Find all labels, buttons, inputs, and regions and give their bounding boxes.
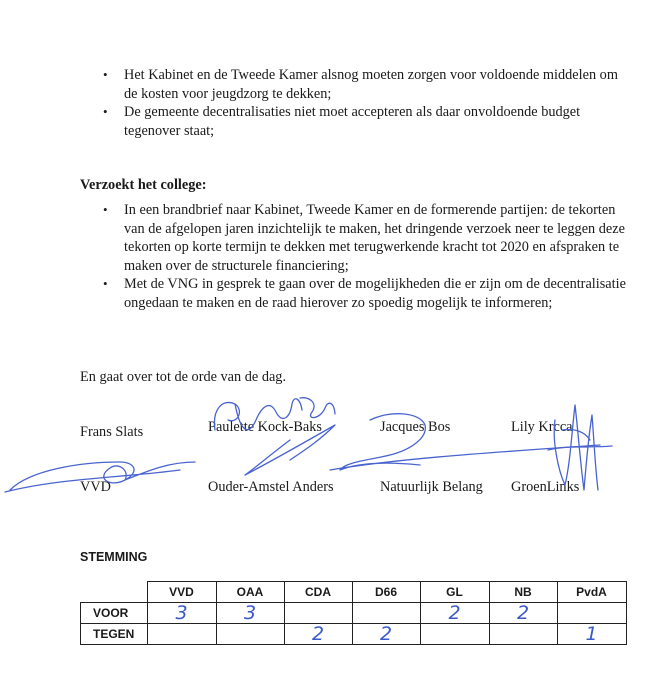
signatory-party: Natuurlijk Belang	[380, 479, 483, 495]
signatory-name: Lily Krcca	[511, 419, 573, 435]
demands-item: • De gemeente decentralisaties niet moet accepteren als daar onvoldoende budget tegenover staat;	[103, 103, 618, 140]
voting-header-blank	[81, 582, 148, 603]
vote-cell	[147, 624, 216, 645]
college-request-item: • In een brandbrief naar Kabinet, Tweede Kamer en de formerende partijen: de tekorten van de afgelopen jaren inzichtelijk te maken, het dringende verzoek neer te leggen deze tekorten op korte termijn te dekken met terugwerkende kracht tot 2020 en afspraken te maken over de structurele financiering;	[103, 201, 631, 275]
vote-count: 2	[516, 602, 530, 624]
vote-cell	[489, 603, 557, 624]
closing-statement: En gaat over tot de orde van de dag.	[80, 369, 287, 385]
signatory-name: Jacques Bos	[380, 419, 451, 435]
voting-row-voor	[81, 603, 627, 624]
signatory-party: GroenLinks	[511, 479, 580, 495]
party-header: GL	[420, 582, 489, 603]
vote-count: 2	[379, 623, 393, 645]
signature-paulette	[214, 398, 335, 475]
vote-cell	[352, 624, 420, 645]
voting-row-label: TEGEN	[81, 624, 148, 645]
vote-cell	[284, 624, 352, 645]
vote-cell	[557, 624, 626, 645]
vote-cell	[216, 624, 284, 645]
vote-cell	[420, 603, 489, 624]
signatory-name: Frans Slats	[80, 424, 144, 440]
party-header: PvdA	[557, 582, 626, 603]
voting-row-label: VOOR	[81, 603, 148, 624]
party-header: D66	[352, 582, 420, 603]
vote-cell	[420, 624, 489, 645]
vote-cell	[557, 603, 626, 624]
vote-count: 3	[243, 602, 257, 624]
voting-title: STEMMING	[80, 550, 148, 564]
vote-cell	[216, 603, 284, 624]
voting-table	[80, 581, 627, 645]
party-header: CDA	[284, 582, 352, 603]
vote-count: 1	[585, 623, 598, 645]
demands-list	[103, 66, 618, 140]
signature-lily	[548, 405, 612, 490]
vote-count: 2	[311, 623, 325, 645]
signatory-party: Ouder-Amstel Anders	[208, 479, 334, 495]
vote-cell	[352, 603, 420, 624]
college-request-heading: Verzoekt het college:	[80, 177, 207, 193]
voting-header-row	[81, 582, 627, 603]
vote-count: 2	[448, 602, 461, 624]
vote-cell	[147, 603, 216, 624]
voting-row-tegen	[81, 624, 627, 645]
college-request-item: • Met de VNG in gesprek te gaan over de mogelijkheden die er zijn om de decentralisatie ongedaan te maken en de raad hierover zo spoedig mogelijk te informeren;	[103, 275, 631, 312]
vote-cell	[284, 603, 352, 624]
party-header: NB	[489, 582, 557, 603]
party-header: OAA	[216, 582, 284, 603]
demands-item: • Het Kabinet en de Tweede Kamer alsnog moeten zorgen voor voldoende middelen om de kosten voor jeugdzorg te dekken;	[103, 66, 618, 103]
vote-count: 3	[175, 602, 188, 624]
party-header: VVD	[147, 582, 216, 603]
signatory-party: VVD	[80, 479, 111, 495]
signatory-name: Paulette Kock-Baks	[208, 419, 322, 435]
college-requests-list	[103, 201, 631, 312]
vote-cell	[489, 624, 557, 645]
